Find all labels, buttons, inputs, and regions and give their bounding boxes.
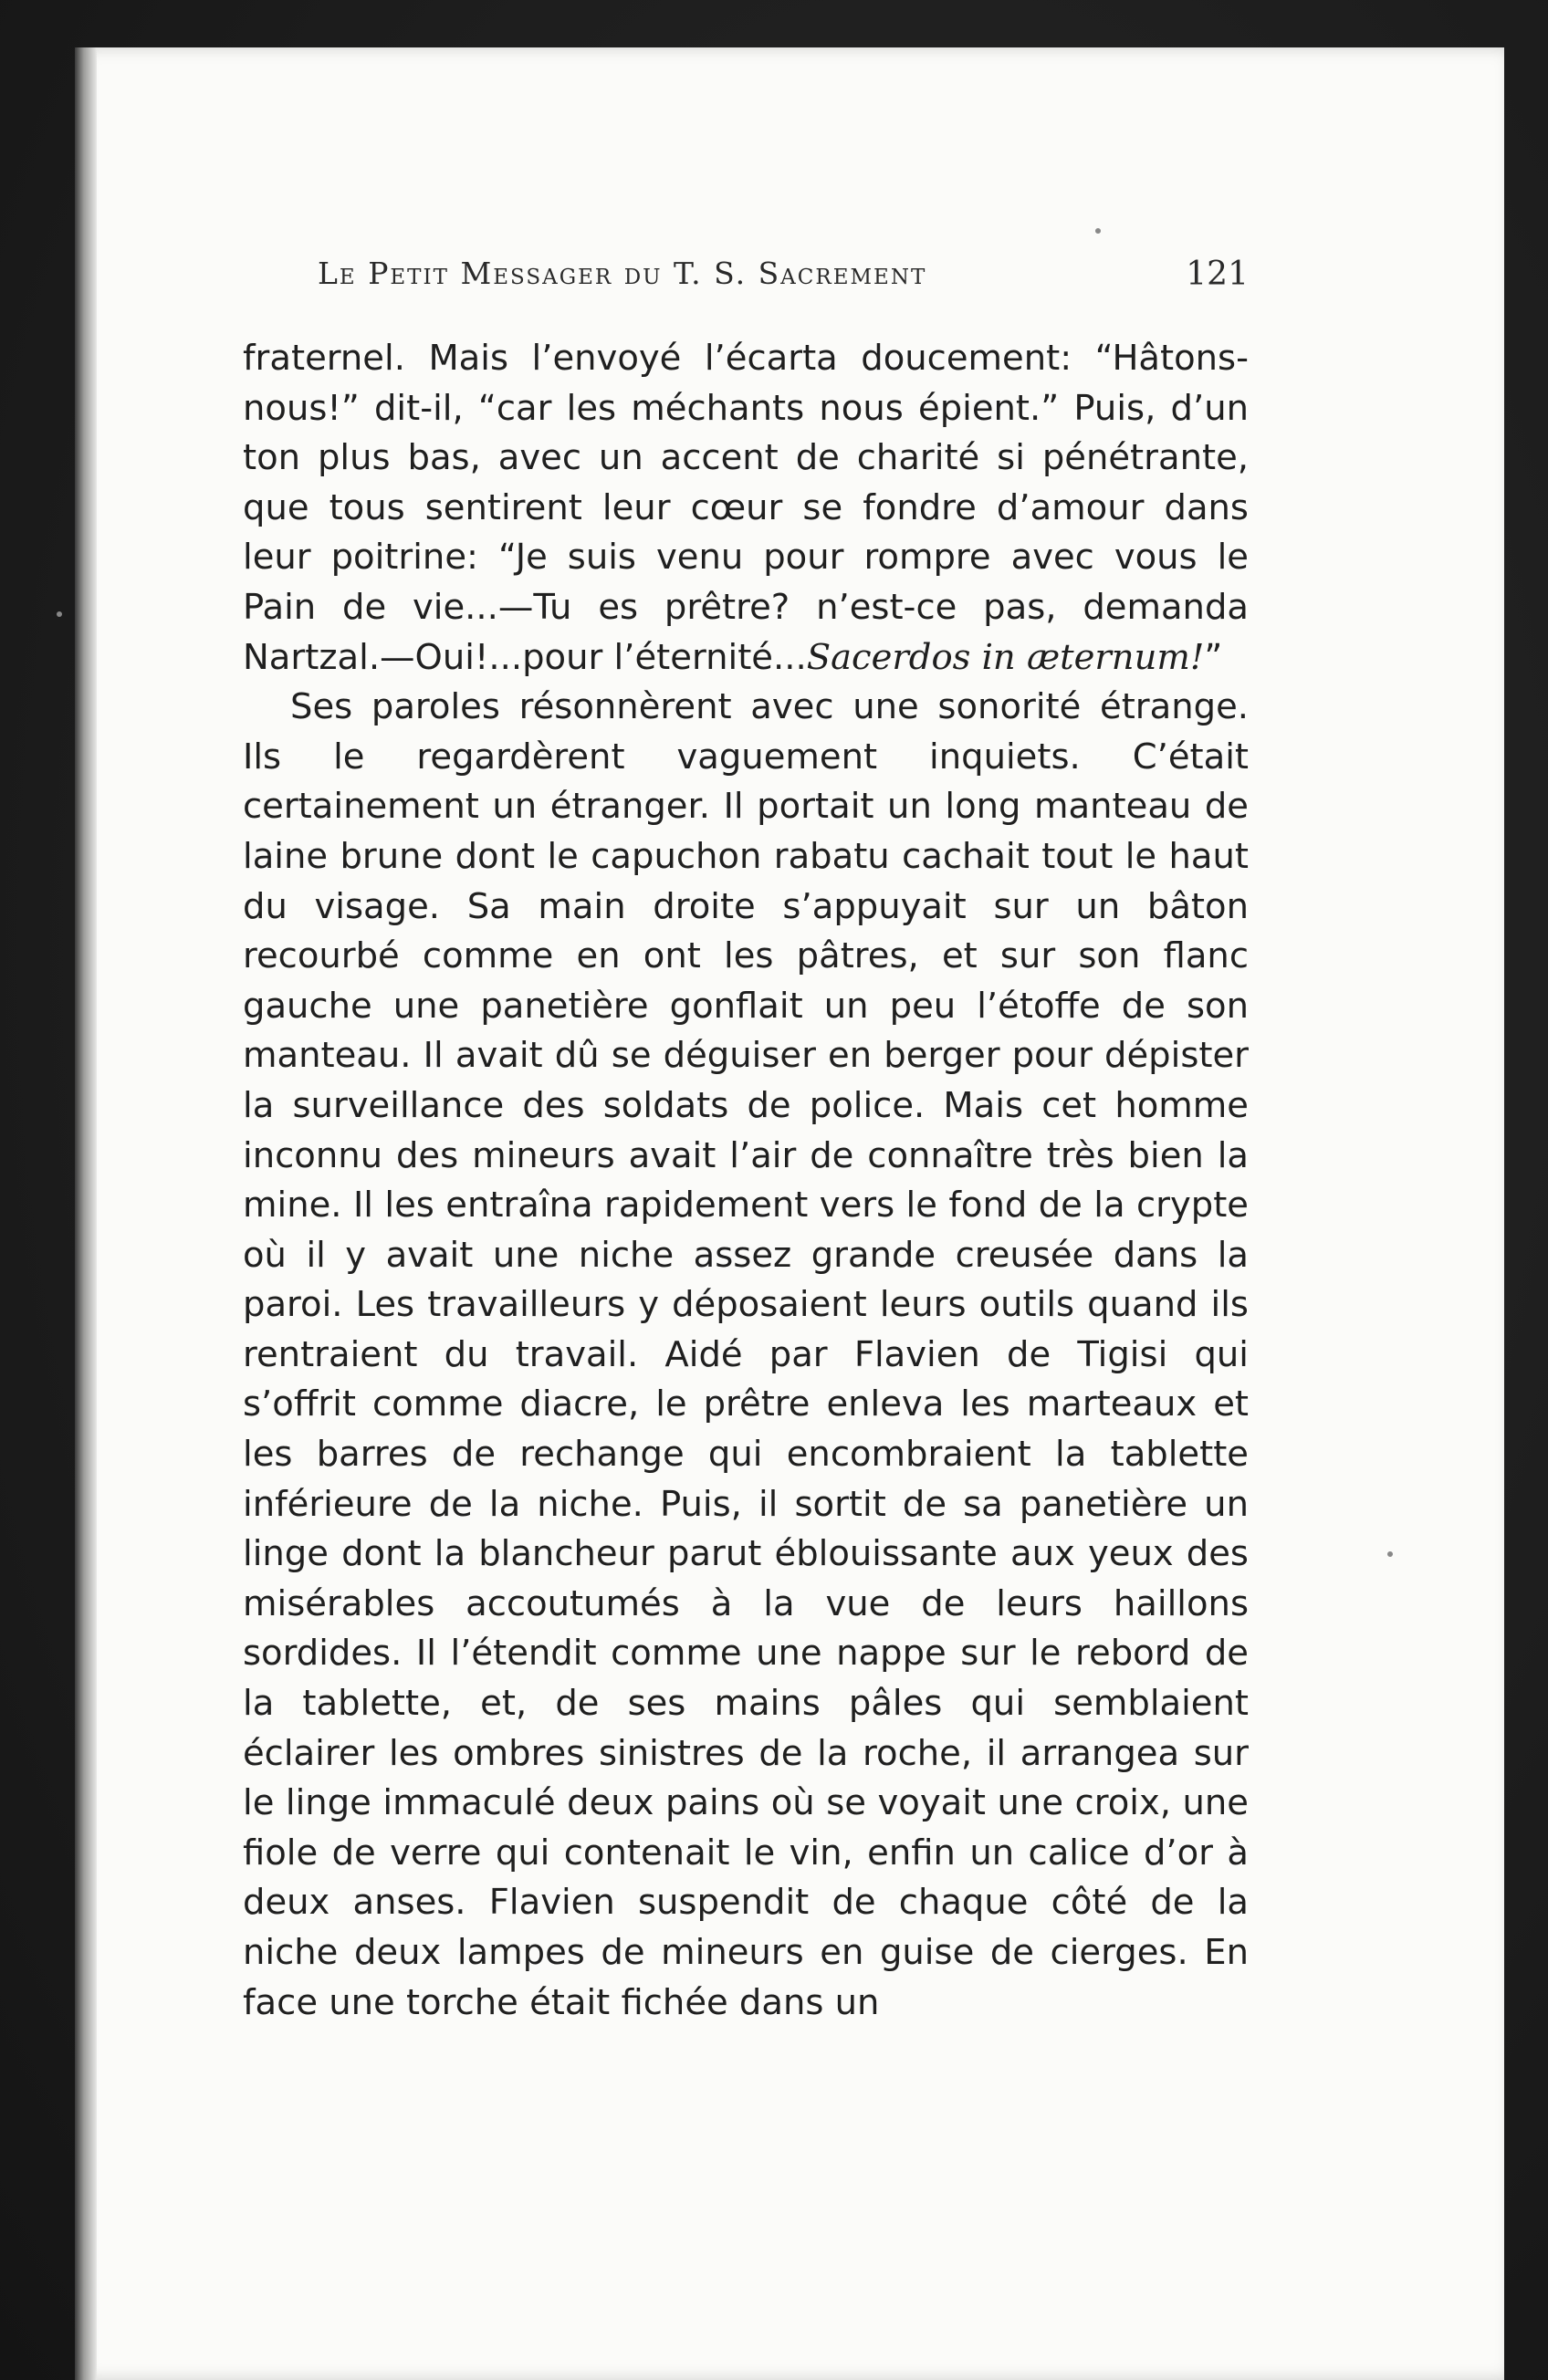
page-header — [318, 256, 1249, 310]
running-head: Le Petit Messager du T. S. Sacrement — [318, 256, 927, 291]
book-gutter-shadow — [75, 47, 97, 2380]
dust-speck — [1095, 228, 1101, 234]
latin-phrase: Sacerdos in æternum! — [806, 636, 1205, 678]
body-text — [243, 334, 1249, 2028]
page-number: 121 — [1186, 256, 1249, 293]
paragraph-1-text: fraternel. Mais l’envoyé l’écarta doucement: “Hâtons-nous!” dit-il, “car les méchants nous épient.” Puis, d’un ton plus bas, avec un accent de charité si pénétrante, que tous sentirent leur cœur se fondre d’amour dans leur poitrine: “Je suis venu pour rompre avec vous le Pain de vie...—Tu es prêtre? n’est-ce pas, demanda Nartzal.—Oui!...pour l’éternité... — [243, 338, 1249, 678]
paragraph-1 — [243, 334, 1249, 683]
dust-speck — [57, 611, 62, 617]
paragraph-2: Ses paroles résonnèrent avec une sonorité étrange. Ils le regardèrent vaguement inquiets. C’était certainement un étranger. Il portait un long manteau de laine brune dont le capuchon rabatu cachait tout le haut du visage. Sa main droite s’appuyait sur un bâton recourbé comme en ont les pâtres, et sur son flanc gauche une panetière gonflait un peu l’étoffe de son manteau. Il avait dû se déguiser en berger pour dépister la surveillance des soldats de police. Mais cet homme inconnu des mineurs avait l’air de connaître très bien la mine. Il les entraîna rapidement vers le fond de la crypte où il y avait une niche assez grande creusée dans la paroi. Les travailleurs y déposaient leurs outils quand ils rentraient du travail. Aidé par Flavien de Tigisi qui s’offrit comme diacre, le prêtre enleva les marteaux et les barres de rechange qui encombraient la tablette inférieure de la niche. Puis, il sortit de sa panetière un linge dont la blancheur parut éblouissante aux yeux des misérables accoutumés à la vue de leurs haillons sordides. Il l’étendit comme une nappe sur le rebord de la tablette, et, de ses mains pâles qui semblaient éclairer les ombres sinistres de la roche, il arrangea sur le linge immaculé deux pains où se voyait une croix, une fiole de verre qui contenait le vin, enfin un calice d’or à deux anses. Flavien suspendit de chaque côté de la niche deux lampes de mineurs en guise de cierges. En face une torche était fichée dans un — [243, 686, 1249, 2023]
closing-quote: ” — [1204, 636, 1223, 678]
dust-speck — [1387, 1551, 1393, 1557]
